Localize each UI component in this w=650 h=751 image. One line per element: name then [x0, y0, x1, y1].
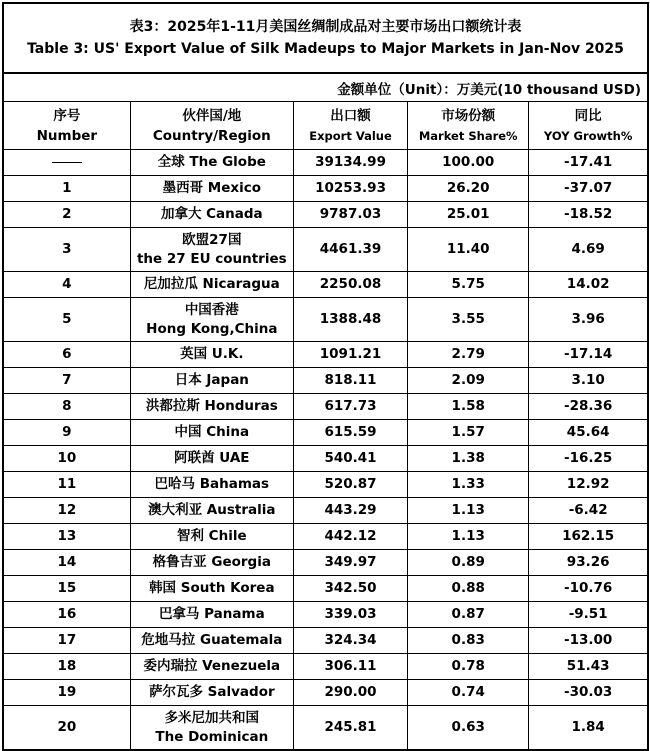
cell-number: 14 [4, 550, 130, 576]
cell-export-value: 324.34 [293, 628, 407, 654]
table-row [4, 706, 647, 750]
table-row [4, 176, 647, 202]
cell-export-value: 342.50 [293, 576, 407, 602]
cell-country [130, 472, 293, 498]
table-title [4, 4, 647, 74]
cell-country [130, 706, 293, 750]
cell-number: 2 [4, 202, 130, 228]
cell-yoy-growth: 14.02 [529, 272, 647, 298]
cell-market-share: 0.63 [408, 706, 529, 750]
cell-export-value: 615.59 [293, 420, 407, 446]
cell-yoy-growth: 4.69 [529, 228, 647, 272]
cell-yoy-growth: -6.42 [529, 498, 647, 524]
country-line: 洪都拉斯 Honduras [145, 398, 278, 414]
cell-country [130, 394, 293, 420]
cell-country [130, 654, 293, 680]
cell-market-share: 2.09 [408, 368, 529, 394]
cell-number: 16 [4, 602, 130, 628]
header-row [4, 102, 647, 150]
cell-export-value: 349.97 [293, 550, 407, 576]
country-line: 危地马拉 Guatemala [141, 632, 283, 648]
cell-yoy-growth: -13.00 [529, 628, 647, 654]
cell-yoy-growth: -17.14 [529, 342, 647, 368]
country-line: 欧盟27国 [182, 231, 242, 248]
cell-export-value: 306.11 [293, 654, 407, 680]
cell-country [130, 272, 293, 298]
cell-number: 6 [4, 342, 130, 368]
table-row [4, 472, 647, 498]
country-line: 格鲁吉亚 Georgia [152, 554, 271, 570]
cell-number: 9 [4, 420, 130, 446]
cell-country [130, 228, 293, 272]
cell-country [130, 368, 293, 394]
cell-number: 15 [4, 576, 130, 602]
cell-export-value: 245.81 [293, 706, 407, 750]
cell-export-value: 1388.48 [293, 298, 407, 342]
cell-market-share: 1.13 [408, 498, 529, 524]
cell-number: 11 [4, 472, 130, 498]
table-row [4, 394, 647, 420]
cell-market-share: 0.74 [408, 680, 529, 706]
cell-yoy-growth: 93.26 [529, 550, 647, 576]
table-row [4, 228, 647, 272]
cell-export-value: 442.12 [293, 524, 407, 550]
cell-export-value: 290.00 [293, 680, 407, 706]
cell-number: 18 [4, 654, 130, 680]
cell-market-share: 11.40 [408, 228, 529, 272]
cell-number: 20 [4, 706, 130, 750]
cell-yoy-growth: -10.76 [529, 576, 647, 602]
header-export-value: 出口额 Export Value [293, 102, 407, 150]
cell-market-share: 1.57 [408, 420, 529, 446]
cell-export-value: 39134.99 [293, 150, 407, 176]
cell-number: 5 [4, 298, 130, 342]
cell-country [130, 550, 293, 576]
cell-market-share: 1.33 [408, 472, 529, 498]
country-line: 阿联酋 UAE [174, 450, 250, 466]
cell-country [130, 176, 293, 202]
cell-yoy-growth: 1.84 [571, 719, 605, 735]
cell-export-value: 10253.93 [293, 176, 407, 202]
cell-yoy-growth: 3.96 [529, 298, 647, 342]
country-line: 韩国 South Korea [149, 580, 275, 596]
cell-market-share: 100.00 [408, 150, 529, 176]
cell-market-share: 1.58 [408, 394, 529, 420]
cell-country [130, 298, 293, 342]
cell-export-value: 4461.39 [293, 228, 407, 272]
title-english: Table 3: US' Export Value of Silk Madeups to Major Markets in Jan-Nov 2025 [27, 41, 624, 57]
cell-yoy-growth: -28.36 [529, 394, 647, 420]
cell-yoy-growth: 51.43 [529, 654, 647, 680]
cell-market-share: 1.13 [408, 524, 529, 550]
cell-country [130, 202, 293, 228]
dash-mark [52, 162, 82, 163]
table-row [4, 150, 647, 176]
country-line: The Dominican [155, 728, 269, 745]
cell-export-value: 818.11 [293, 368, 407, 394]
cell-country [130, 150, 293, 176]
table-row [4, 524, 647, 550]
header-yoy-growth: 同比 YOY Growth% [529, 102, 647, 150]
cell-yoy-growth: -9.51 [529, 602, 647, 628]
table-row [4, 272, 647, 298]
cell-number: 7 [4, 368, 130, 394]
cell-country [130, 420, 293, 446]
cell-yoy-growth: -17.41 [529, 150, 647, 176]
cell-yoy-growth: 3.10 [529, 368, 647, 394]
country-line: 中国香港 [184, 301, 239, 318]
table-row [4, 368, 647, 394]
cell-number: 4 [4, 272, 130, 298]
country-line: 英国 U.K. [180, 346, 244, 362]
country-line: 日本 Japan [174, 372, 249, 388]
cell-market-share: 1.38 [408, 446, 529, 472]
country-line: 萨尔瓦多 Salvador [148, 684, 275, 700]
table-row [4, 654, 647, 680]
cell-market-share: 25.01 [408, 202, 529, 228]
table-row [4, 602, 647, 628]
country-line: 墨西哥 Mexico [162, 180, 262, 196]
table-row [4, 342, 647, 368]
cell-country [130, 628, 293, 654]
cell-number: 10 [4, 446, 130, 472]
cell-number: 19 [4, 680, 130, 706]
country-line: 巴哈马 Bahamas [154, 476, 270, 492]
title-chinese: 表3：2025年1-11月美国丝绸制成品对主要市场出口额统计表 [129, 19, 522, 35]
table-row [4, 446, 647, 472]
cell-country [130, 342, 293, 368]
table-row [4, 298, 647, 342]
cell-market-share: 0.88 [408, 576, 529, 602]
export-table-sheet [2, 2, 649, 751]
cell-yoy-growth: -30.03 [529, 680, 647, 706]
country-line: 巴拿马 Panama [158, 606, 265, 622]
unit-label: 金额单位（Unit）：万美元(10 thousand USD) [4, 74, 647, 102]
header-number: 序号 Number [4, 102, 130, 150]
cell-country [130, 576, 293, 602]
cell-export-value: 2250.08 [293, 272, 407, 298]
cell-export-value: 520.87 [293, 472, 407, 498]
country-line: 中国 China [174, 424, 250, 440]
header-country: 伙伴国/地 Country/Region [130, 102, 293, 150]
table-row [4, 550, 647, 576]
data-table [4, 102, 647, 749]
cell-export-value: 339.03 [293, 602, 407, 628]
cell-export-value: 540.41 [293, 446, 407, 472]
country-line: Hong Kong,China [146, 320, 278, 337]
cell-market-share: 3.55 [408, 298, 529, 342]
header-market-share: 市场份额 Market Share% [408, 102, 529, 150]
cell-export-value: 617.73 [293, 394, 407, 420]
cell-market-share: 5.75 [408, 272, 529, 298]
cell-export-value: 9787.03 [293, 202, 407, 228]
cell-market-share: 0.89 [408, 550, 529, 576]
cell-country [130, 498, 293, 524]
table-row [4, 202, 647, 228]
country-line: 多米尼加共和国 [164, 709, 260, 726]
cell-number: 8 [4, 394, 130, 420]
cell-export-value: 443.29 [293, 498, 407, 524]
cell-number: 12 [4, 498, 130, 524]
country-line: the 27 EU countries [136, 250, 287, 267]
cell-number: 1 [4, 176, 130, 202]
cell-market-share: 2.79 [408, 342, 529, 368]
table-row [4, 628, 647, 654]
table-row [4, 680, 647, 706]
cell-market-share: 0.87 [408, 602, 529, 628]
country-line: 加拿大 Canada [160, 206, 263, 222]
cell-number: 13 [4, 524, 130, 550]
country-line: 尼加拉瓜 Nicaragua [143, 276, 280, 292]
cell-market-share: 26.20 [408, 176, 529, 202]
cell-yoy-growth: -16.25 [529, 446, 647, 472]
country-line: 澳大利亚 Australia [148, 502, 276, 518]
cell-country [130, 524, 293, 550]
cell-yoy-growth: 162.15 [529, 524, 647, 550]
cell-yoy-growth: 12.92 [529, 472, 647, 498]
table-row [4, 576, 647, 602]
country-line: 智利 Chile [176, 528, 247, 544]
cell-market-share: 0.78 [408, 654, 529, 680]
cell-number [4, 150, 130, 176]
cell-yoy-growth: -18.52 [529, 202, 647, 228]
country-line: 委内瑞拉 Venezuela [143, 658, 281, 674]
country-line: 全球 The Globe [157, 154, 266, 170]
cell-export-value: 1091.21 [293, 342, 407, 368]
cell-number: 3 [4, 228, 130, 272]
cell-country [130, 446, 293, 472]
cell-yoy-growth: 45.64 [529, 420, 647, 446]
cell-country [130, 680, 293, 706]
table-row [4, 498, 647, 524]
cell-yoy-growth: -37.07 [529, 176, 647, 202]
cell-market-share: 0.83 [408, 628, 529, 654]
cell-number: 17 [4, 628, 130, 654]
cell-country [130, 602, 293, 628]
table-row [4, 420, 647, 446]
